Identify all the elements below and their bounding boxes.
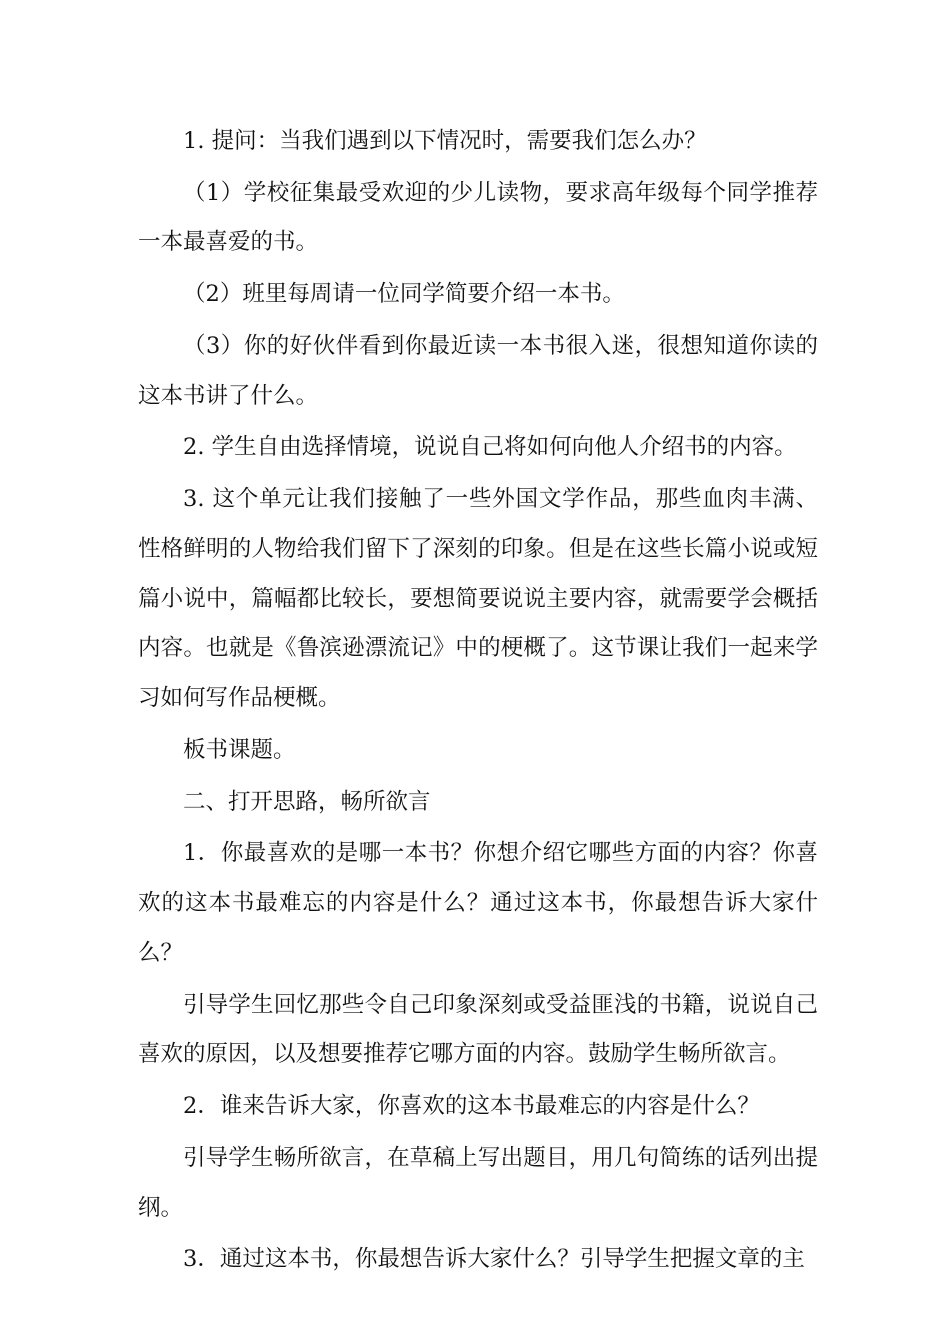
paragraph-question-1: 1．你最喜欢的是哪一本书？你想介绍它哪些方面的内容？你喜欢的这本书最难忘的内容是什么？通过这本书，你最想告诉大家什么？ — [138, 840, 818, 966]
paragraph-step-2: 2. 学生自由选择情境，说说自己将如何向他人介绍书的内容。 — [183, 434, 797, 461]
paragraph-question-3: 3．通过这本书，你最想告诉大家什么？引导学生把握文章的主 — [183, 1246, 805, 1273]
paragraph-board-title: 板书课题。 — [183, 736, 296, 763]
section-heading: 二、打开思路，畅所欲言 — [183, 788, 431, 815]
document-page — [138, 117, 818, 1287]
paragraph-question-2: 2．谁来告诉大家，你喜欢的这本书最难忘的内容是什么？ — [183, 1093, 760, 1120]
paragraph-question-intro: 1. 提问：当我们遇到以下情况时，需要我们怎么办？ — [183, 128, 707, 154]
paragraph-situation-3: （3）你的好伙伴看到你最近读一本书很入迷，很想知道你读的这本书讲了什么。 — [138, 332, 818, 409]
paragraph-step-3: 3. 这个单元让我们接触了一些外国文学作品，那些血肉丰满、性格鲜明的人物给我们留下了深刻的印象。但是在这些长篇小说或短篇小说中，篇幅都比较长，要想简要说说主要内容，就需要学会概括内容。也就是《鲁滨逊漂流记》中的梗概了。这节课让我们一起来学习如何写作品梗概。 — [138, 486, 818, 712]
paragraph-guidance-2: 引导学生畅所欲言，在草稿上写出题目，用几句简练的话列出提纲。 — [138, 1144, 818, 1221]
paragraph-guidance-1: 引导学生回忆那些令自己印象深刻或受益匪浅的书籍，说说自己喜欢的原因，以及想要推荐它哪方面的内容。鼓励学生畅所欲言。 — [138, 991, 818, 1068]
paragraph-situation-1: （1）学校征集最受欢迎的少儿读物，要求高年级每个同学推荐一本最喜爱的书。 — [138, 179, 818, 256]
paragraph-situation-2: （2）班里每周请一位同学简要介绍一本书。 — [183, 281, 625, 308]
